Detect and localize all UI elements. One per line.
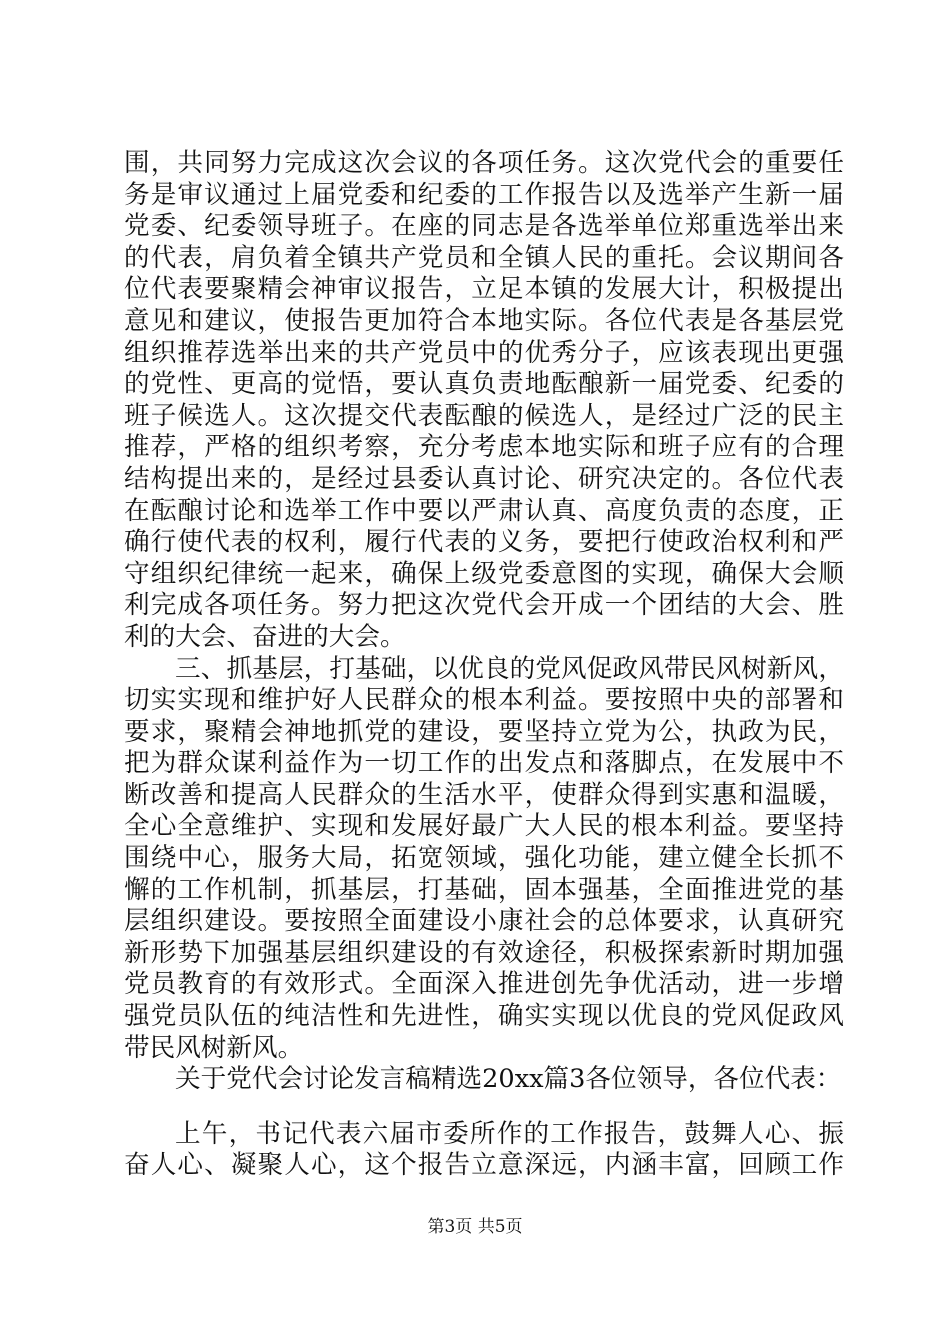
text-line: 把为群众谋利益作为一切工作的出发点和落脚点，在发展中不 xyxy=(124,748,844,779)
text-line: 组织推荐选举出来的共产党员中的优秀分子，应该表现出更强 xyxy=(124,337,844,368)
text-line: 新形势下加强基层组织建设的有效途径，积极探索新时期加强 xyxy=(124,937,844,968)
text-line: 意见和建议，使报告更加符合本地实际。各位代表是各基层党 xyxy=(124,305,844,336)
section-heading-line: 关于党代会讨论发言稿精选20xx篇3各位领导，各位代表： xyxy=(175,1064,842,1095)
text-line: 守组织纪律统一起来，确保上级党委意图的实现，确保大会顺 xyxy=(124,558,844,589)
paragraph-gap xyxy=(124,1096,844,1119)
text-line: 强党员队伍的纯洁性和先进性，确实实现以优良的党风促政风 xyxy=(124,1001,844,1032)
text-line: 党委、纪委领导班子。在座的同志是各选举单位郑重选举出来 xyxy=(124,211,844,242)
paragraph-first-line: 三、抓基层，打基础，以优良的党风促政风带民风树新风， xyxy=(175,653,844,684)
text-line: 层组织建设。要按照全面建设小康社会的总体要求，认真研究 xyxy=(124,906,844,937)
text-line: 全心全意维护、实现和发展好最广大人民的根本利益。要坚持 xyxy=(124,811,844,842)
paragraph-first-line: 上午，书记代表六届市委所作的工作报告，鼓舞人心、振 xyxy=(175,1118,844,1149)
text-line: 确行使代表的权利，履行代表的义务，要把行使政治权利和严 xyxy=(124,527,844,558)
text-line: 围绕中心，服务大局，拓宽领域，强化功能，建立健全长抓不 xyxy=(124,843,844,874)
text-line: 班子候选人。这次提交代表酝酿的候选人，是经过广泛的民主 xyxy=(124,400,844,431)
text-line: 围，共同努力完成这次会议的各项任务。这次党代会的重要任 xyxy=(124,148,844,178)
document-body xyxy=(124,148,844,1182)
text-line: 利的大会、奋进的大会。 xyxy=(124,621,406,652)
text-line: 推荐，严格的组织考察，充分考虑本地实际和班子应有的合理 xyxy=(124,432,844,463)
text-line: 带民风树新风。 xyxy=(124,1032,304,1063)
text-line: 党员教育的有效形式。全面深入推进创先争优活动，进一步增 xyxy=(124,969,844,1000)
text-line: 要求，聚精会神地抓党的建设，要坚持立党为公，执政为民， xyxy=(124,716,844,747)
text-line: 断改善和提高人民群众的生活水平，使群众得到实惠和温暖， xyxy=(124,779,844,810)
text-line: 的党性、更高的觉悟，要认真负责地酝酿新一届党委、纪委的 xyxy=(124,369,844,400)
text-line: 切实实现和维护好人民群众的根本利益。要按照中央的部署和 xyxy=(124,685,844,716)
text-line: 懈的工作机制，抓基层，打基础，固本强基，全面推进党的基 xyxy=(124,874,844,905)
text-line: 的代表，肩负着全镇共产党员和全镇人民的重托。会议期间各 xyxy=(124,242,844,273)
text-line: 利完成各项任务。努力把这次党代会开成一个团结的大会、胜 xyxy=(124,590,844,621)
text-line: 位代表要聚精会神审议报告，立足本镇的发展大计，积极提出 xyxy=(124,274,844,305)
text-line: 奋人心、凝聚人心，这个报告立意深远，内涵丰富，回顾工作 xyxy=(124,1150,844,1181)
text-line: 结构提出来的，是经过县委认真讨论、研究决定的。各位代表 xyxy=(124,463,844,494)
text-line: 务是审议通过上届党委和纪委的工作报告以及选举产生新一届 xyxy=(124,179,844,210)
text-line: 在酝酿讨论和选举工作中要以严肃认真、高度负责的态度，正 xyxy=(124,495,844,526)
page-number-footer: 第3页 共5页 xyxy=(427,1217,523,1237)
